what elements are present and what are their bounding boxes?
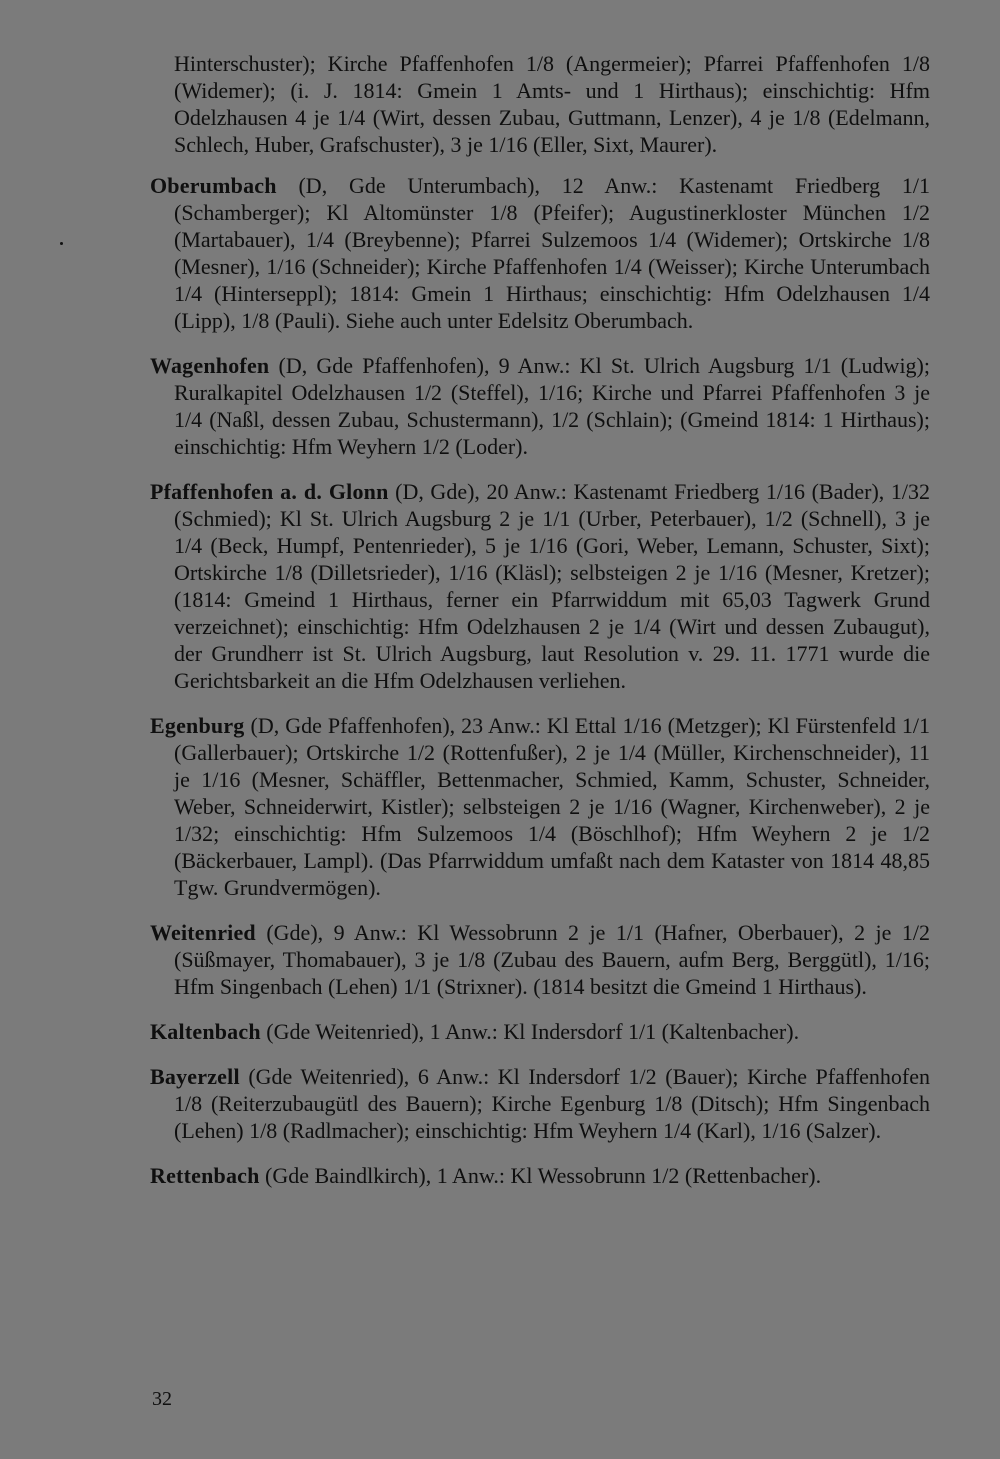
entry-heading: Wagenhofen <box>150 353 270 378</box>
entry-text: (D, Gde Unterumbach), 12 Anw.: Kastenamt Friedberg 1/1 (Schamberger); Kl Altomünster 1/8 (Pfeifer); Augustinerkloster München 1/2 (Martabauer), 1/4 (Breybenne); Pfarrei Sulzemoos 1/4 (Widemer); Ortskirche 1/8 (Mesner), 1/16 (Schneider); Kirche Pfaffenhofen 1/4 (Weisser); Kirche Unterumbach 1/4 (Hinterseppl); 1814: Gmein 1 Hirthaus; einschichtig: Hfm Odelzhausen 1/4 (Lipp), 1/8 (Pauli). Siehe auch unter Edelsitz Oberumbach. <box>174 173 930 333</box>
entry-heading: Weitenried <box>150 920 256 945</box>
entry-text: (Gde), 9 Anw.: Kl Wessobrunn 2 je 1/1 (Hafner, Oberbauer), 2 je 1/2 (Süßmayer, Thomabauer), 3 je 1/8 (Zubau des Bauern, aufm Berg, Berggütl), 1/16; Hfm Singenbach (Lehen) 1/1 (Strixner). (1814 besitzt die Gmeind 1 Hirthaus). <box>174 920 930 999</box>
entry-text: (Gde Baindlkirch), 1 Anw.: Kl Wessobrunn 1/2 (Rettenbacher). <box>259 1163 822 1188</box>
entry-heading: Rettenbach <box>150 1163 260 1188</box>
entry-wagenhofen <box>150 352 930 460</box>
page-number: 32 <box>152 1388 172 1410</box>
entry-oberumbach <box>150 172 930 334</box>
entry-heading: Egenburg <box>150 713 245 738</box>
entry-text: (D, Gde Pfaffenhofen), 23 Anw.: Kl Ettal 1/16 (Metzger); Kl Fürstenfeld 1/1 (Gallerbauer); Ortskirche 1/2 (Rottenfußer), 2 je 1/4 (Müller, Kirchenschneider), 11 je 1/16 (Mesner, Schäffler, Bettenmacher, Schmied, Kamm, Schuster, Schneider, Weber, Schneiderwirt, Kistler); selbsteigen 2 je 1/16 (Wagner, Kirchenweber), 2 je 1/32; einschichtig: Hfm Sulzemoos 1/4 (Böschlhof); Hfm Weyhern 2 je 1/2 (Bäckerbauer, Lampl). (Das Pfarrwiddum umfaßt nach dem Kataster von 1814 48,85 Tgw. Grundvermögen). <box>174 713 930 900</box>
stray-mark <box>60 242 63 245</box>
entry-text: (D, Gde), 20 Anw.: Kastenamt Friedberg 1/16 (Bader), 1/32 (Schmied); Kl St. Ulrich Augsburg 2 je 1/1 (Urber, Peterbauer), 1/2 (Schnell), 3 je 1/4 (Beck, Humpf, Pentenrieder), 5 je 1/16 (Gori, Weber, Lemann, Schuster, Sixt); Ortskirche 1/8 (Dilletsrieder), 1/16 (Kläsl); selbsteigen 2 je 1/16 (Mesner, Kretzer); (1814: Gmeind 1 Hirthaus, ferner ein Pfarrwiddum mit 65,03 Tagwerk Grund verzeichnet); einschichtig: Hfm Odelzhausen 2 je 1/4 (Wirt und dessen Zubaugut), der Grundherr ist St. Ulrich Augsburg, laut Resolution v. 29. 11. 1771 wurde die Gerichtsbarkeit an die Hfm Odelzhausen verliehen. <box>174 479 930 693</box>
entry-heading: Kaltenbach <box>150 1019 261 1044</box>
entry-bayerzell <box>150 1063 930 1144</box>
document-page <box>150 50 930 1207</box>
entry-heading: Oberumbach <box>150 173 277 198</box>
entry-text: (Gde Weitenried), 1 Anw.: Kl Indersdorf 1/1 (Kaltenbacher). <box>260 1019 800 1044</box>
entry-text: (Gde Weitenried), 6 Anw.: Kl Indersdorf 1/2 (Bauer); Kirche Pfaffenhofen 1/8 (Reiterzubaugütl des Bauern); Kirche Egenburg 1/8 (Ditsch); Hfm Singenbach (Lehen) 1/8 (Radlmacher); einschichtig: Hfm Weyhern 1/4 (Karl), 1/16 (Salzer). <box>174 1064 930 1143</box>
continuation-paragraph: Hinterschuster); Kirche Pfaffenhofen 1/8 (Angermeier); Pfarrei Pfaffenhofen 1/8 (Widemer); (i. J. 1814: Gmein 1 Amts- und 1 Hirthaus); einschichtig: Hfm Odelzhausen 4 je 1/4 (Wirt, dessen Zubau, Guttmann, Lenzer), 4 je 1/8 (Edelmann, Schlech, Huber, Grafschuster), 3 je 1/16 (Eller, Sixt, Maurer). <box>174 51 930 157</box>
entry-heading: Bayerzell <box>150 1064 240 1089</box>
entry-kaltenbach <box>150 1018 930 1045</box>
entry-rettenbach <box>150 1162 930 1189</box>
entry-pfaffenhofen <box>150 478 930 694</box>
entry-text: (D, Gde Pfaffenhofen), 9 Anw.: Kl St. Ulrich Augsburg 1/1 (Ludwig); Ruralkapitel Odelzhausen 1/2 (Steffel), 1/16; Kirche und Pfarrei Pfaffenhofen 3 je 1/4 (Naßl, dessen Zubau, Schustermann), 1/2 (Schlain); (Gmeind 1814: 1 Hirthaus); einschichtig: Hfm Weyhern 1/2 (Loder). <box>174 353 930 459</box>
entry-weitenried <box>150 919 930 1000</box>
entry-heading: Pfaffenhofen a. d. Glonn <box>150 479 389 504</box>
entry-egenburg <box>150 712 930 901</box>
